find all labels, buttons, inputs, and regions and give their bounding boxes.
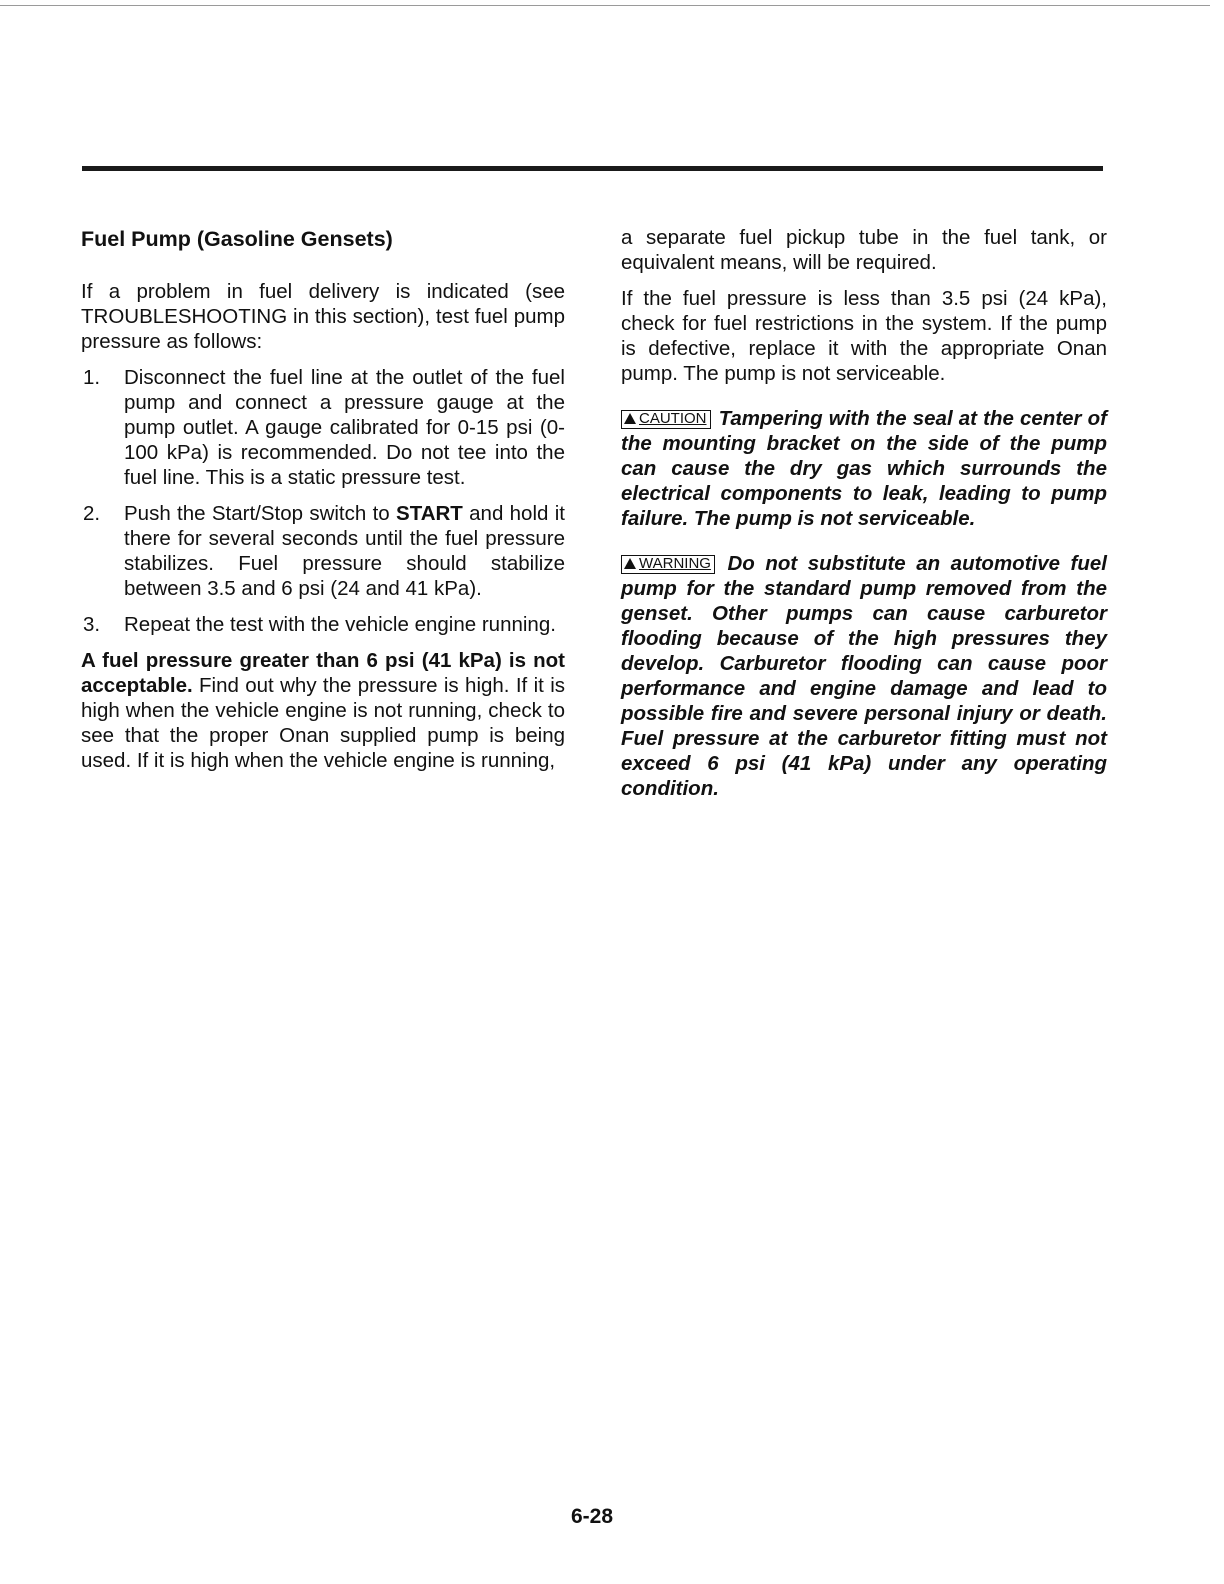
test-steps [81, 365, 565, 637]
step-number: 2. [83, 502, 101, 525]
warning-triangle-icon [624, 413, 636, 424]
caution-notice [621, 406, 1107, 531]
warning-label: WARNING [639, 555, 711, 572]
left-column [81, 225, 565, 773]
step-text-bold: START [396, 502, 463, 525]
step-number: 1. [83, 366, 101, 389]
header-rule [82, 166, 1103, 171]
continuation-paragraph: a separate fuel pickup tube in the fuel tank, or equivalent means, will be required. [621, 226, 1107, 274]
warning-notice [621, 551, 1107, 801]
high-pressure-paragraph [81, 648, 565, 773]
warning-text: Do not substitute an automotive fuel pump for the standard pump removed from the genset. Other pumps can cause carburetor flooding because of the high pressures they develop. Carburetor flooding can cause poor performance and engine damage and lead to possible fire and severe personal injury or death. Fuel pressure at the carburetor fitting must not exceed 6 psi (41 kPa) under any operating condition. [621, 552, 1107, 800]
warning-triangle-icon [624, 558, 636, 569]
step-number: 3. [83, 613, 101, 636]
step-text-post: and hold it there for several seconds until the fuel pressure stabilizes. Fuel pressure should stabilize between 3.5 and 6 psi (24 and 41 kPa). [124, 502, 565, 600]
caution-badge [621, 410, 711, 429]
caution-label: CAUTION [639, 410, 707, 427]
list-item [81, 612, 565, 637]
step-text: Disconnect the fuel line at the outlet of the fuel pump and connect a pressure gauge at the pump outlet. A gauge calibrated for 0-15 psi (0-100 kPa) is recommended. Do not tee into the fuel line. This is a static pressure test. [124, 366, 565, 489]
high-pressure-text: Find out why the pressure is high. If it is high when the vehicle engine is not running, check to see that the proper Onan supplied pump is being used. If it is high when the vehicle engine is running, [81, 674, 565, 772]
high-pressure-bold: A fuel pressure greater than 6 psi (41 kPa) is not acceptable. [81, 649, 565, 697]
step-text-pre: Push the Start/Stop switch to [124, 502, 397, 525]
caution-text: Tampering with the seal at the center of the mounting bracket on the side of the pump can cause the dry gas which surrounds the electrical components to leak, leading to pump failure. The pump is not serviceable. [621, 407, 1107, 530]
step-text: Repeat the test with the vehicle engine running. [124, 613, 556, 636]
page-top-border [0, 5, 1210, 6]
low-pressure-paragraph: If the fuel pressure is less than 3.5 psi (24 kPa), check for fuel restrictions in the system. If the pump is defective, replace it with the appropriate Onan pump. The pump is not serviceable. [621, 287, 1107, 385]
right-column [621, 225, 1107, 801]
intro-paragraph: If a problem in fuel delivery is indicated (see TROUBLESHOOTING in this section), test fuel pump pressure as follows: [81, 280, 565, 353]
warning-badge [621, 555, 715, 574]
list-item [81, 501, 565, 601]
list-item [81, 365, 565, 490]
section-title: Fuel Pump (Gasoline Gensets) [81, 227, 393, 251]
page-number: 6-28 [571, 1505, 614, 1528]
